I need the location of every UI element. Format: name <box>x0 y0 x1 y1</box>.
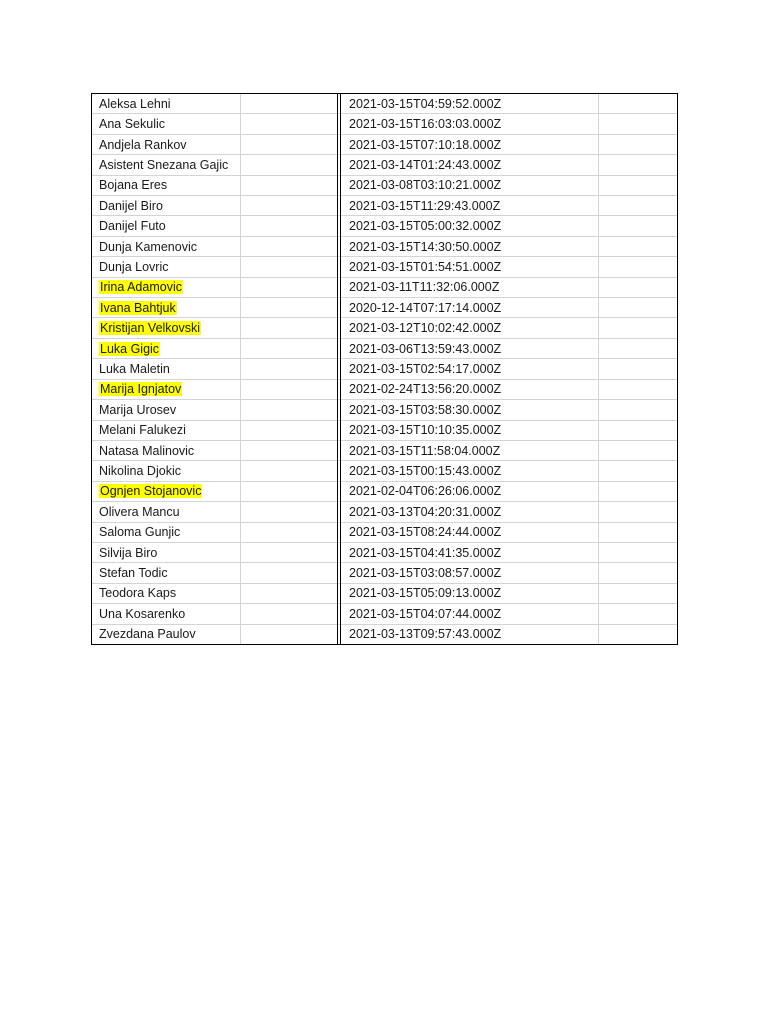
empty-cell[interactable] <box>599 175 678 195</box>
timestamp-text: 2021-03-15T05:09:13.000Z <box>349 586 502 601</box>
timestamp-cell[interactable] <box>341 257 599 277</box>
empty-cell[interactable] <box>241 236 338 256</box>
table-row <box>92 359 677 379</box>
empty-cell[interactable] <box>241 216 338 236</box>
name-cell[interactable] <box>92 318 241 338</box>
name-cell[interactable] <box>92 379 241 399</box>
empty-cell[interactable] <box>599 196 678 216</box>
name-text: Dunja Lovric <box>99 259 169 274</box>
timestamp-cell[interactable] <box>341 236 599 256</box>
name-cell[interactable] <box>92 400 241 420</box>
empty-cell[interactable] <box>599 359 678 379</box>
name-text: Melani Falukezi <box>99 423 186 438</box>
timestamp-text: 2021-03-15T03:58:30.000Z <box>349 402 502 417</box>
name-text: Teodora Kaps <box>99 586 177 601</box>
timestamp-text: 2020-12-14T07:17:14.000Z <box>349 300 502 315</box>
empty-cell[interactable] <box>599 624 678 644</box>
empty-cell[interactable] <box>599 583 678 603</box>
timestamp-text: 2021-03-15T14:30:50.000Z <box>349 239 502 254</box>
timestamp-cell[interactable] <box>341 624 599 644</box>
name-text: Irina Adamovic <box>100 280 182 295</box>
name-cell[interactable] <box>92 420 241 440</box>
table-row <box>92 155 677 175</box>
timestamp-cell[interactable] <box>341 94 599 114</box>
table-row <box>92 604 677 624</box>
empty-cell[interactable] <box>241 563 338 583</box>
name-cell[interactable] <box>92 522 241 542</box>
table-row <box>92 481 677 501</box>
timestamp-cell[interactable] <box>341 522 599 542</box>
empty-cell[interactable] <box>599 522 678 542</box>
empty-cell[interactable] <box>241 196 338 216</box>
name-text: Ivana Bahtjuk <box>100 300 176 315</box>
timestamp-text: 2021-03-06T13:59:43.000Z <box>349 341 502 356</box>
table-row <box>92 583 677 603</box>
name-text: Andjela Rankov <box>99 137 187 152</box>
empty-cell[interactable] <box>599 216 678 236</box>
timestamp-cell[interactable] <box>341 563 599 583</box>
table-row <box>92 318 677 338</box>
timestamp-text: 2021-03-12T10:02:42.000Z <box>349 321 502 336</box>
timestamp-text: 2021-03-15T03:08:57.000Z <box>349 566 502 581</box>
empty-cell[interactable] <box>241 257 338 277</box>
table-row <box>92 196 677 216</box>
name-cell[interactable] <box>92 216 241 236</box>
name-text: Ognjen Stojanovic <box>100 484 202 499</box>
name-text: Danijel Futo <box>99 219 166 234</box>
empty-cell[interactable] <box>599 461 678 481</box>
timestamp-cell[interactable] <box>341 114 599 134</box>
empty-cell[interactable] <box>599 114 678 134</box>
name-text: Bojana Eres <box>99 178 168 193</box>
timestamp-text: 2021-03-15T04:59:52.000Z <box>349 96 502 111</box>
timestamp-cell[interactable] <box>341 155 599 175</box>
timestamp-cell[interactable] <box>341 379 599 399</box>
table-row <box>92 114 677 134</box>
timestamp-cell[interactable] <box>341 604 599 624</box>
name-cell[interactable] <box>92 175 241 195</box>
empty-cell[interactable] <box>241 624 338 644</box>
timestamp-cell[interactable] <box>341 216 599 236</box>
name-text: Marija Urosev <box>99 402 177 417</box>
name-cell[interactable] <box>92 563 241 583</box>
empty-cell[interactable] <box>241 134 338 154</box>
name-text: Kristijan Velkovski <box>100 321 201 336</box>
timestamp-text: 2021-03-15T00:15:43.000Z <box>349 464 502 479</box>
timestamp-cell[interactable] <box>341 277 599 297</box>
timestamp-cell[interactable] <box>341 481 599 501</box>
timestamp-text: 2021-03-13T09:57:43.000Z <box>349 627 502 642</box>
timestamp-cell[interactable] <box>341 298 599 318</box>
name-text: Luka Gigic <box>100 341 160 356</box>
name-text: Zvezdana Paulov <box>99 627 196 642</box>
table-row <box>92 440 677 460</box>
empty-cell[interactable] <box>241 318 338 338</box>
table-row <box>92 461 677 481</box>
timestamp-text: 2021-03-15T04:07:44.000Z <box>349 606 502 621</box>
empty-cell[interactable] <box>241 502 338 522</box>
name-cell[interactable] <box>92 359 241 379</box>
empty-cell[interactable] <box>599 481 678 501</box>
table-row <box>92 298 677 318</box>
timestamp-cell[interactable] <box>341 440 599 460</box>
empty-cell[interactable] <box>599 420 678 440</box>
name-cell[interactable] <box>92 277 241 297</box>
empty-cell[interactable] <box>241 298 338 318</box>
empty-cell[interactable] <box>241 175 338 195</box>
empty-cell[interactable] <box>599 318 678 338</box>
table-row <box>92 420 677 440</box>
name-cell[interactable] <box>92 502 241 522</box>
timestamp-cell[interactable] <box>341 502 599 522</box>
name-cell[interactable] <box>92 461 241 481</box>
name-text: Luka Maletin <box>99 361 170 376</box>
empty-cell[interactable] <box>599 604 678 624</box>
timestamp-cell[interactable] <box>341 461 599 481</box>
name-cell[interactable] <box>92 338 241 358</box>
timestamp-text: 2021-03-15T16:03:03.000Z <box>349 117 502 132</box>
name-text: Nikolina Djokic <box>99 464 181 479</box>
empty-cell[interactable] <box>241 277 338 297</box>
timestamp-text: 2021-03-08T03:10:21.000Z <box>349 178 502 193</box>
name-cell[interactable] <box>92 236 241 256</box>
empty-cell[interactable] <box>599 298 678 318</box>
timestamp-text: 2021-03-15T04:41:35.000Z <box>349 545 502 560</box>
table-row <box>92 338 677 358</box>
table-row <box>92 563 677 583</box>
name-cell[interactable] <box>92 583 241 603</box>
name-cell[interactable] <box>92 298 241 318</box>
name-text: Stefan Todic <box>99 566 168 581</box>
timestamp-text: 2021-03-15T10:10:35.000Z <box>349 423 502 438</box>
table-row <box>92 277 677 297</box>
name-text: Aleksa Lehni <box>99 96 171 111</box>
table-row <box>92 94 677 114</box>
timestamp-text: 2021-03-15T11:29:43.000Z <box>349 198 501 213</box>
empty-cell[interactable] <box>241 604 338 624</box>
empty-cell[interactable] <box>241 400 338 420</box>
timestamp-text: 2021-03-13T04:20:31.000Z <box>349 504 502 519</box>
timestamp-text: 2021-03-14T01:24:43.000Z <box>349 157 502 172</box>
name-text: Olivera Mancu <box>99 504 180 519</box>
timestamp-text: 2021-03-15T01:54:51.000Z <box>349 259 502 274</box>
timestamp-text: 2021-03-15T05:00:32.000Z <box>349 219 502 234</box>
empty-cell[interactable] <box>241 440 338 460</box>
spreadsheet-table <box>91 93 678 645</box>
name-cell[interactable] <box>92 440 241 460</box>
name-text: Marija Ignjatov <box>100 382 182 397</box>
empty-cell[interactable] <box>599 542 678 562</box>
empty-cell[interactable] <box>599 379 678 399</box>
data-table <box>92 94 677 644</box>
name-text: Saloma Gunjic <box>99 525 181 540</box>
table-row <box>92 175 677 195</box>
name-text: Ana Sekulic <box>99 117 166 132</box>
empty-cell[interactable] <box>599 134 678 154</box>
empty-cell[interactable] <box>241 114 338 134</box>
timestamp-text: 2021-02-24T13:56:20.000Z <box>349 382 502 397</box>
table-row <box>92 236 677 256</box>
empty-cell[interactable] <box>599 277 678 297</box>
name-text: Una Kosarenko <box>99 606 186 621</box>
timestamp-text: 2021-02-04T06:26:06.000Z <box>349 484 502 499</box>
table-row <box>92 134 677 154</box>
empty-cell[interactable] <box>241 542 338 562</box>
empty-cell[interactable] <box>241 359 338 379</box>
empty-cell[interactable] <box>241 379 338 399</box>
name-text: Silvija Biro <box>99 545 158 560</box>
name-cell[interactable] <box>92 94 241 114</box>
name-cell[interactable] <box>92 196 241 216</box>
timestamp-cell[interactable] <box>341 542 599 562</box>
name-text: Natasa Malinovic <box>99 443 195 458</box>
name-cell[interactable] <box>92 114 241 134</box>
empty-cell[interactable] <box>241 155 338 175</box>
empty-cell[interactable] <box>241 461 338 481</box>
empty-cell[interactable] <box>241 338 338 358</box>
table-body <box>92 94 677 644</box>
empty-cell[interactable] <box>599 440 678 460</box>
timestamp-text: 2021-03-15T08:24:44.000Z <box>349 525 502 540</box>
table-row <box>92 542 677 562</box>
timestamp-cell[interactable] <box>341 318 599 338</box>
empty-cell[interactable] <box>599 155 678 175</box>
empty-cell[interactable] <box>241 420 338 440</box>
timestamp-text: 2021-03-15T11:58:04.000Z <box>349 443 501 458</box>
name-text: Asistent Snezana Gajic <box>99 157 229 172</box>
empty-cell[interactable] <box>599 94 678 114</box>
name-cell[interactable] <box>92 481 241 501</box>
empty-cell[interactable] <box>241 481 338 501</box>
timestamp-cell[interactable] <box>341 175 599 195</box>
name-text: Danijel Biro <box>99 198 163 213</box>
table-row <box>92 379 677 399</box>
table-row <box>92 522 677 542</box>
empty-cell[interactable] <box>599 257 678 277</box>
empty-cell[interactable] <box>241 583 338 603</box>
empty-cell[interactable] <box>241 94 338 114</box>
table-row <box>92 502 677 522</box>
table-row <box>92 400 677 420</box>
empty-cell[interactable] <box>599 563 678 583</box>
name-cell[interactable] <box>92 604 241 624</box>
timestamp-cell[interactable] <box>341 338 599 358</box>
name-cell[interactable] <box>92 542 241 562</box>
timestamp-cell[interactable] <box>341 420 599 440</box>
name-cell[interactable] <box>92 257 241 277</box>
table-row <box>92 624 677 644</box>
empty-cell[interactable] <box>599 502 678 522</box>
timestamp-cell[interactable] <box>341 134 599 154</box>
empty-cell[interactable] <box>599 338 678 358</box>
timestamp-cell[interactable] <box>341 359 599 379</box>
timestamp-cell[interactable] <box>341 583 599 603</box>
empty-cell[interactable] <box>599 236 678 256</box>
timestamp-cell[interactable] <box>341 400 599 420</box>
empty-cell[interactable] <box>599 400 678 420</box>
name-text: Dunja Kamenovic <box>99 239 197 254</box>
timestamp-text: 2021-03-15T02:54:17.000Z <box>349 361 502 376</box>
name-cell[interactable] <box>92 624 241 644</box>
timestamp-cell[interactable] <box>341 196 599 216</box>
name-cell[interactable] <box>92 134 241 154</box>
table-row <box>92 257 677 277</box>
timestamp-text: 2021-03-11T11:32:06.000Z <box>349 280 500 295</box>
table-row <box>92 216 677 236</box>
name-cell[interactable] <box>92 155 241 175</box>
timestamp-text: 2021-03-15T07:10:18.000Z <box>349 137 502 152</box>
empty-cell[interactable] <box>241 522 338 542</box>
